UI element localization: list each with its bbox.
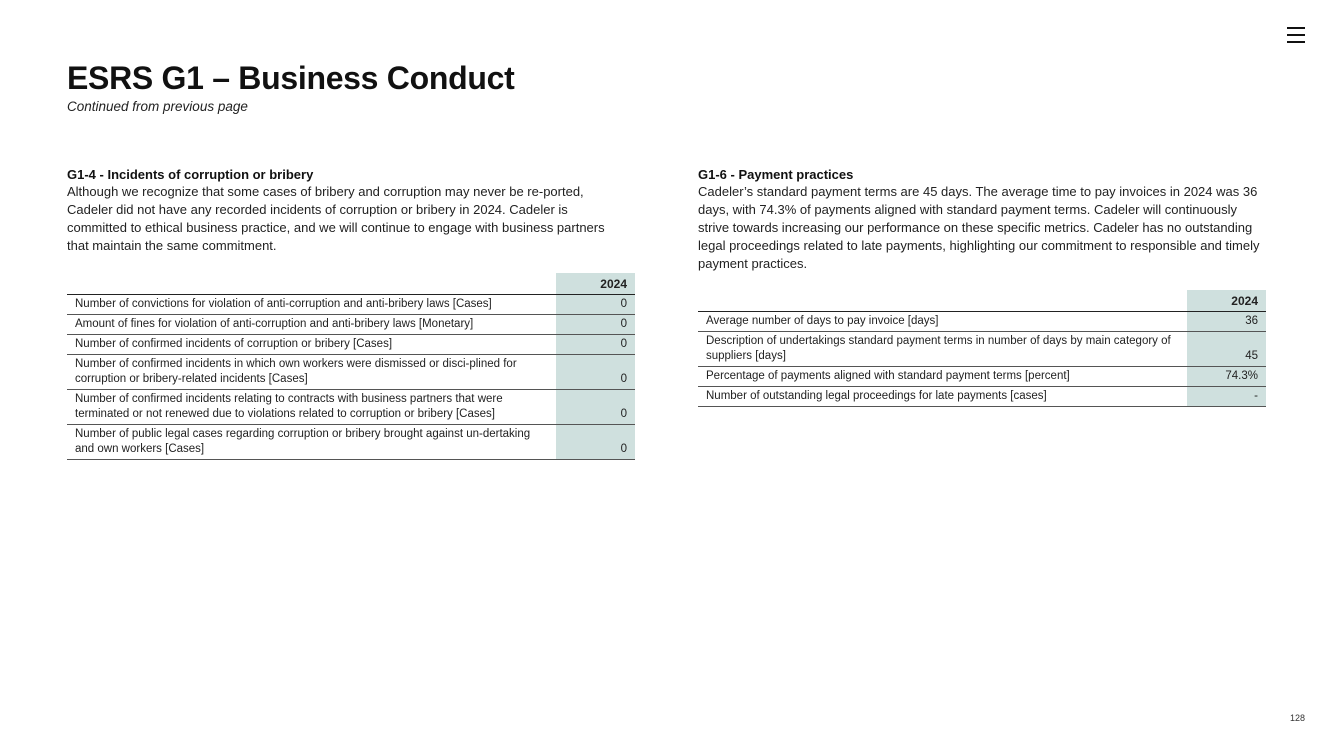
table-row [698,312,1266,332]
row-value: 0 [556,335,635,355]
table-row [698,332,1266,367]
section-heading: G1-6 - Payment practices [698,167,854,182]
row-label: Number of confirmed incidents of corruption or bribery [Cases] [67,335,556,355]
corruption-table-body [67,295,635,460]
table-row [67,315,635,335]
corruption-table [67,273,635,460]
section-corruption-bribery [67,166,635,460]
row-value: 0 [556,390,635,425]
row-value: 0 [556,295,635,315]
row-value: 0 [556,425,635,460]
table-header-year: 2024 [556,273,635,295]
table-header-row [67,273,635,295]
table-row [67,390,635,425]
payment-table-body [698,312,1266,407]
row-value: 36 [1187,312,1266,332]
table-header-blank [698,290,1187,312]
section-payment-practices [698,166,1266,407]
page-subtitle: Continued from previous page [67,99,248,114]
row-value: 0 [556,355,635,390]
table-row [67,355,635,390]
section-paragraph: Cadeler’s standard payment terms are 45 days. The average time to pay invoices in 2024 was 36 days, with 74.3% of payments aligned with standard payment terms. Cadeler will continuously strive towards increasing our performance on these specific metrics. Cadeler has no outstanding legal proceedings related to late payments, highlighting our commitment to responsible and timely payment practices. [698,184,1260,271]
table-header-year: 2024 [1187,290,1266,312]
payment-table [698,290,1266,407]
table-header-blank [67,273,556,295]
row-label: Average number of days to pay invoice [days] [698,312,1187,332]
table-row [67,425,635,460]
table-row [698,367,1266,387]
section-heading: G1-4 - Incidents of corruption or bribery [67,167,314,182]
row-label: Number of confirmed incidents relating to contracts with business partners that were terminated or not renewed due to violations related to corruption or bribery [Cases] [67,390,556,425]
row-value: 74.3% [1187,367,1266,387]
row-label: Number of convictions for violation of anti-corruption and anti-bribery laws [Cases] [67,295,556,315]
section-paragraph: Although we recognize that some cases of bribery and corruption may never be re-ported, Cadeler did not have any recorded incidents of corruption or bribery in 2024. Cadeler is committed to ethical business practice, and we will continue to engage with business partners that maintain the same commitment. [67,184,605,253]
row-value: - [1187,387,1266,407]
row-label: Amount of fines for violation of anti-corruption and anti-bribery laws [Monetary] [67,315,556,335]
table-row [698,387,1266,407]
table-row [67,335,635,355]
row-label: Percentage of payments aligned with standard payment terms [percent] [698,367,1187,387]
table-header-row [698,290,1266,312]
row-label: Number of confirmed incidents in which own workers were dismissed or disci-plined for corruption or bribery-related incidents [Cases] [67,355,556,390]
page-title: ESRS G1 – Business Conduct [67,60,515,96]
row-label: Number of public legal cases regarding corruption or bribery brought against un-dertaking and own workers [Cases] [67,425,556,460]
row-label: Number of outstanding legal proceedings for late payments [cases] [698,387,1187,407]
table-row [67,295,635,315]
row-label: Description of undertakings standard payment terms in number of days by main category of suppliers [days] [698,332,1187,367]
row-value: 0 [556,315,635,335]
hamburger-menu-icon[interactable] [1287,27,1305,45]
row-value: 45 [1187,332,1266,367]
page-number: 128 [1290,713,1306,723]
